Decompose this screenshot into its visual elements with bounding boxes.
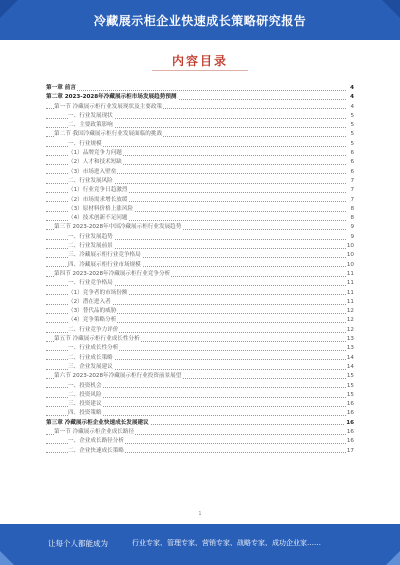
toc-entry[interactable] <box>46 307 354 316</box>
toc-entry-label: （2）市场需求增长放缓 <box>68 196 128 203</box>
toc-entry[interactable] <box>46 186 354 195</box>
toc-entry[interactable] <box>46 382 354 391</box>
toc-entry-page: 16 <box>346 400 354 409</box>
toc-entry-page: 14 <box>346 363 354 372</box>
toc-entry-label: 一、行业成长性分析 <box>68 345 119 352</box>
toc-entry-label: 第二章 2023-2028年冷藏展示柜市场发展趋势预测 <box>46 94 177 101</box>
toc-entry[interactable] <box>46 168 354 177</box>
toc-entry[interactable] <box>46 140 354 149</box>
toc-entry[interactable] <box>46 251 354 260</box>
toc-entry-page: 13 <box>346 344 354 353</box>
toc-entry-page: 16 <box>346 437 354 446</box>
report-title: 冷藏展示柜企业快速成长策略研究报告 <box>93 14 307 28</box>
toc-entry-page: 12 <box>346 316 354 325</box>
toc-entry-label: 第二节 我国冷藏展示柜行业发展面临的挑战 <box>54 131 163 138</box>
toc-entry-page: 9 <box>349 223 354 232</box>
toc-entry[interactable] <box>46 261 354 270</box>
toc-entry-page: 17 <box>346 447 354 456</box>
toc-entry[interactable] <box>46 335 354 344</box>
toc-entry-page: 5 <box>349 130 354 139</box>
toc-entry-label: （4）竞争策略分析 <box>68 317 117 324</box>
toc-entry-label: 一、行业规模 <box>68 140 102 147</box>
toc-entry-label: 四、冷藏展示柜行业市场规模 <box>68 261 141 268</box>
toc-entry-label: 二、行业发展风险 <box>68 177 113 184</box>
toc-entry-page: 8 <box>349 214 354 223</box>
header-banner <box>0 0 400 40</box>
toc-entry-label: 第一节 冷藏展示柜企业成长路径 <box>54 428 135 435</box>
toc-entry[interactable] <box>46 177 354 186</box>
toc-entry-page: 15 <box>346 391 354 400</box>
toc-entry-label: 二、主要政策影响 <box>68 122 113 129</box>
toc-entry-page: 5 <box>349 121 354 130</box>
toc-entry-label: 一、行业竞争格局 <box>68 280 113 287</box>
toc-entry[interactable] <box>46 242 354 251</box>
toc-entry[interactable] <box>46 103 354 112</box>
toc-entry-page: 8 <box>349 205 354 214</box>
toc-entry-label: （3）市场进入壁垒 <box>68 168 117 175</box>
toc-entry[interactable] <box>46 326 354 335</box>
toc-entry-label: 二、行业发展前景 <box>68 243 113 250</box>
toc-entry-label: 第五节 冷藏展示柜行业成长性分析 <box>54 336 140 343</box>
toc-entry-label: 一、企业成长路径分析 <box>68 438 124 445</box>
toc-entry-label: （3）原材料价格上涨风险 <box>68 205 134 212</box>
toc-entry[interactable] <box>46 391 354 400</box>
toc-entry-label: （2）潜在进入者 <box>68 298 111 305</box>
toc-entry-label: 二、行业竞争力评价 <box>68 326 119 333</box>
toc-entry-label: （1）品牌竞争力问题 <box>68 150 122 157</box>
page-number: 1 <box>198 511 202 517</box>
toc-entry[interactable] <box>46 270 354 279</box>
toc-entry-label: 三、冷藏展示柜行业竞争格局 <box>68 252 141 259</box>
toc-entry-label: 一、投资机会 <box>68 382 102 389</box>
toc-entry-page: 4 <box>349 93 354 102</box>
toc-entry-label: （2）人才和技术短缺 <box>68 159 122 166</box>
toc-entry[interactable] <box>46 158 354 167</box>
toc-entry-page: 4 <box>349 103 354 112</box>
toc-title: 内容目录 <box>171 54 228 68</box>
toc-entry-page: 7 <box>349 186 354 195</box>
toc-entry-label: 四、投资策略 <box>68 410 102 417</box>
toc-entry-label: 第一章 前言 <box>46 85 76 91</box>
toc-entry-page: 6 <box>349 149 354 158</box>
toc-entry[interactable] <box>46 121 354 130</box>
toc-entry[interactable] <box>46 437 354 446</box>
toc-entry-page: 11 <box>346 279 354 288</box>
toc-entry-page: 10 <box>346 261 354 270</box>
toc-entry[interactable] <box>46 447 354 456</box>
toc-entry-label: 三、企业发展建议 <box>68 363 113 370</box>
toc-entry-label: 第六节 2023-2028年冷藏展示柜行业投资前景展望 <box>54 373 182 380</box>
toc-entry[interactable] <box>46 363 354 372</box>
toc-entry[interactable] <box>46 289 354 298</box>
toc-entry[interactable] <box>46 409 354 418</box>
toc-entry[interactable] <box>46 316 354 325</box>
toc-entry[interactable] <box>46 112 354 121</box>
dot-leader <box>46 90 346 91</box>
corner-decoration <box>0 551 14 565</box>
toc-entry-page: 11 <box>346 270 354 279</box>
toc-entry-page: 6 <box>349 168 354 177</box>
toc-entry-page: 11 <box>346 289 354 298</box>
toc-entry-label: 第三节 2023-2028年中国冷藏展示柜行业发展趋势 <box>54 224 182 231</box>
toc-entry[interactable] <box>46 93 354 102</box>
toc-entry-page: 12 <box>346 326 354 335</box>
toc-entry-page: 14 <box>346 354 354 363</box>
toc-entry-page: 10 <box>346 251 354 260</box>
toc-entry-page: 16 <box>346 428 354 437</box>
toc-entry-label: 第三章 冷藏展示柜企业快速成长发展建议 <box>46 419 149 426</box>
toc-entry-label: （1）竞争者的市场份额 <box>68 289 128 296</box>
toc-entry-page: 16 <box>345 419 354 428</box>
toc-entry[interactable] <box>46 354 354 363</box>
toc-entry[interactable] <box>46 372 354 381</box>
corner-decoration <box>386 551 400 565</box>
toc-entry-page: 4 <box>349 84 354 93</box>
toc-entry[interactable] <box>46 149 354 158</box>
toc-entry[interactable] <box>46 233 354 242</box>
toc-entry[interactable] <box>46 214 354 223</box>
toc-entry[interactable] <box>46 84 354 93</box>
toc-entry-label: （4）技术创新不足问题 <box>68 215 128 222</box>
toc-entry[interactable] <box>46 428 354 437</box>
toc-entry-label: 二、企业快速成长策略 <box>68 447 124 454</box>
toc-entry-page: 15 <box>346 382 354 391</box>
toc-entry-label: （3）替代品的威胁 <box>68 308 117 315</box>
toc-entry[interactable] <box>46 130 354 139</box>
toc-entry-page: 9 <box>349 233 354 242</box>
toc-entry-page: 16 <box>346 409 354 418</box>
toc-entry-page: 5 <box>349 112 354 121</box>
toc-entry[interactable] <box>46 196 354 205</box>
toc-entry-page: 6 <box>349 158 354 167</box>
toc-entry-label: 一、行业发展现状 <box>68 112 113 119</box>
toc-entry-label: 三、投资建议 <box>68 401 102 408</box>
toc-entry-label: 第一节 冷藏展示柜行业发展现状及主要政策 <box>54 103 163 110</box>
toc-entry-page: 7 <box>349 196 354 205</box>
toc-entry-label: （1）行业竞争日趋激烈 <box>68 187 128 194</box>
footer-banner <box>0 524 400 565</box>
toc-entry[interactable] <box>46 400 354 409</box>
toc-entry-label: 二、投资风险 <box>68 391 102 398</box>
toc-entry[interactable] <box>46 279 354 288</box>
toc-entry-label: 二、行业成长策略 <box>68 354 113 361</box>
toc-entry-label: 第四节 2023-2028年冷藏展示柜行业竞争分析 <box>54 270 171 277</box>
toc-entry-page: 7 <box>349 177 354 186</box>
toc-entry-page: 11 <box>346 298 354 307</box>
toc-entry-page: 15 <box>346 372 354 381</box>
toc-entry[interactable] <box>46 419 354 428</box>
table-of-contents <box>46 84 354 456</box>
toc-entry-page: 5 <box>349 140 354 149</box>
toc-entry[interactable] <box>46 298 354 307</box>
title-underline <box>152 70 248 71</box>
toc-entry-page: 12 <box>346 307 354 316</box>
toc-entry[interactable] <box>46 205 354 214</box>
toc-entry-page: 10 <box>346 242 354 251</box>
toc-entry-label: 一、行业发展趋势 <box>68 233 113 240</box>
toc-entry[interactable] <box>46 223 354 232</box>
toc-entry-page: 13 <box>346 335 354 344</box>
toc-entry[interactable] <box>46 344 354 353</box>
footer-roles: 行业专家、管理专家、营销专家、战略专家、成功企业家…… <box>132 539 321 547</box>
footer-slogan: 让每个人都能成为 <box>48 539 108 548</box>
